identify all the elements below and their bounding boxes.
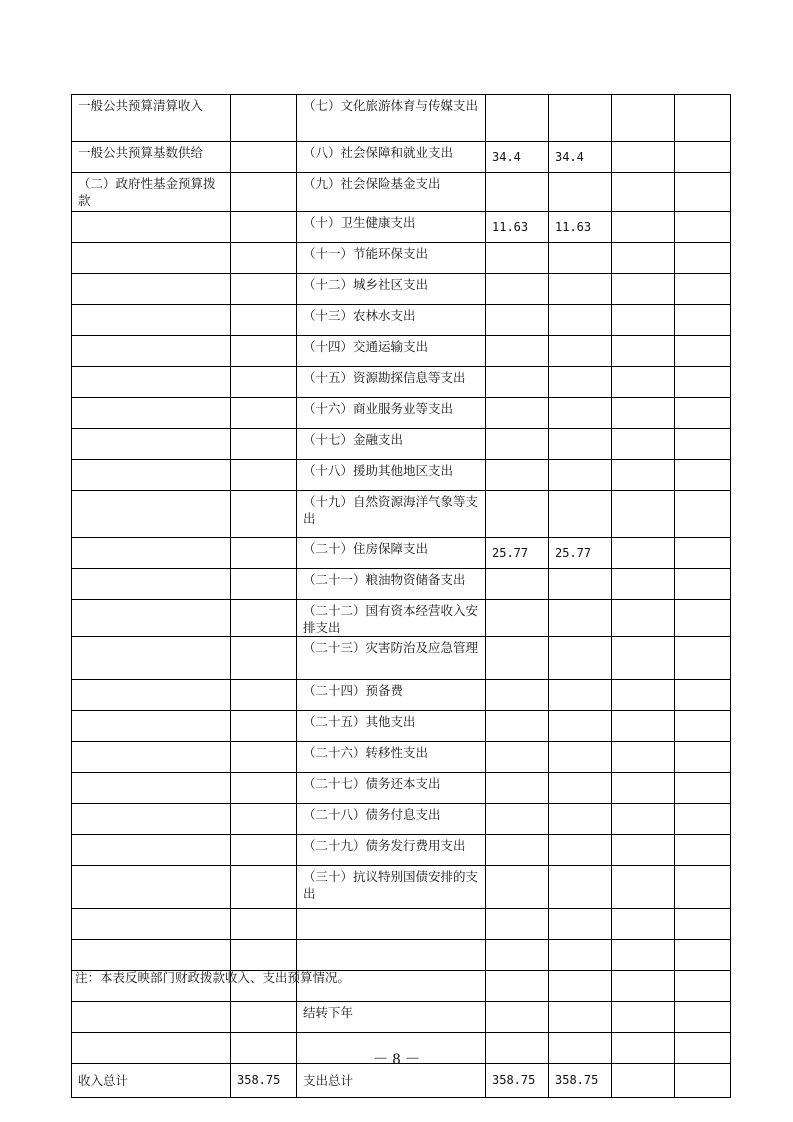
- amount-col-4-cell: [675, 909, 731, 940]
- income-item-cell: [72, 429, 231, 460]
- amount-col-4-cell: [675, 637, 731, 680]
- amount-col-3-cell: [612, 1002, 675, 1033]
- amount-col-4-cell: [675, 866, 731, 909]
- amount-col-4-cell: [675, 398, 731, 429]
- income-amount-cell: [231, 142, 297, 173]
- table-row: [72, 569, 731, 600]
- amount-col-2-cell: [549, 243, 612, 274]
- amount-col-2-cell: [549, 1002, 612, 1033]
- expense-item-cell: （十四）交通运输支出: [297, 336, 486, 367]
- amount-col-3-cell: [612, 367, 675, 398]
- income-amount-cell: [231, 336, 297, 367]
- income-amount-cell: [231, 866, 297, 909]
- income-amount-cell: [231, 367, 297, 398]
- income-item-cell: [72, 940, 231, 971]
- amount-col-1-cell: [486, 711, 549, 742]
- income-item-cell: [72, 212, 231, 243]
- amount-col-4-cell: [675, 367, 731, 398]
- amount-col-1-cell: [486, 971, 549, 1002]
- amount-col-1-cell: [486, 305, 549, 336]
- income-amount-cell: [231, 637, 297, 680]
- expense-item-cell: （三十）抗议特别国债安排的支出: [297, 866, 486, 909]
- amount-col-2-cell: [549, 460, 612, 491]
- amount-col-1-cell: [486, 569, 549, 600]
- amount-col-3-cell: [612, 538, 675, 569]
- table-row: [72, 95, 731, 142]
- expense-item-cell: （十）卫生健康支出: [297, 212, 486, 243]
- amount-col-2-cell: [549, 398, 612, 429]
- income-item-cell: [72, 367, 231, 398]
- amount-col-3-cell: [612, 212, 675, 243]
- expense-item-cell: （十九）自然资源海洋气象等支出: [297, 491, 486, 538]
- income-amount-cell: [231, 538, 297, 569]
- table-row: [72, 835, 731, 866]
- income-amount-cell: [231, 274, 297, 305]
- income-amount-cell: [231, 804, 297, 835]
- amount-col-2-cell: [549, 429, 612, 460]
- table-row: [72, 398, 731, 429]
- income-item-cell: [72, 742, 231, 773]
- expense-item-cell: （二十五）其他支出: [297, 711, 486, 742]
- table-row: [72, 538, 731, 569]
- table-row: [72, 742, 731, 773]
- expense-item-cell: （二十二）国有资本经营收入安排支出: [297, 600, 486, 637]
- income-item-cell: 一般公共预算基数供给: [72, 142, 231, 173]
- expense-item-cell: （十六）商业服务业等支出: [297, 398, 486, 429]
- expense-item-cell: （十八）援助其他地区支出: [297, 460, 486, 491]
- amount-col-1-cell: [486, 940, 549, 971]
- amount-col-1-cell: [486, 274, 549, 305]
- table-row: [72, 680, 731, 711]
- income-amount-cell: [231, 940, 297, 971]
- income-amount-cell: [231, 600, 297, 637]
- amount-col-4-cell: [675, 142, 731, 173]
- table-row: [72, 866, 731, 909]
- amount-col-2-cell: [549, 569, 612, 600]
- amount-col-3-cell: [612, 429, 675, 460]
- amount-col-2-cell: [549, 173, 612, 212]
- income-item-cell: [72, 305, 231, 336]
- amount-col-3-cell: [612, 460, 675, 491]
- income-item-cell: [72, 773, 231, 804]
- income-amount-cell: [231, 95, 297, 142]
- amount-col-2-cell: [549, 680, 612, 711]
- table-row: [72, 600, 731, 637]
- expense-item-cell: （二十七）债务还本支出: [297, 773, 486, 804]
- amount-col-1-cell: [486, 742, 549, 773]
- amount-col-3-cell: [612, 398, 675, 429]
- income-item-cell: （二）政府性基金预算拨款: [72, 173, 231, 212]
- amount-col-4-cell: [675, 95, 731, 142]
- amount-col-2-cell: [549, 491, 612, 538]
- table-row: [72, 460, 731, 491]
- budget-table: [71, 94, 731, 1098]
- income-amount-cell: [231, 835, 297, 866]
- income-item-cell: [72, 243, 231, 274]
- income-item-cell: [72, 491, 231, 538]
- amount-col-1-cell: [486, 600, 549, 637]
- income-item-cell: [72, 569, 231, 600]
- income-amount-cell: [231, 711, 297, 742]
- amount-col-4-cell: [675, 804, 731, 835]
- amount-col-3-cell: [612, 569, 675, 600]
- amount-col-1-cell: [486, 804, 549, 835]
- expense-item-cell: （二十）住房保障支出: [297, 538, 486, 569]
- table-row: [72, 367, 731, 398]
- amount-col-4-cell: [675, 600, 731, 637]
- amount-col-2-cell: [549, 909, 612, 940]
- table-row: [72, 711, 731, 742]
- amount-col-1-cell: [486, 367, 549, 398]
- expense-item-cell: （八）社会保障和就业支出: [297, 142, 486, 173]
- amount-col-4-cell: [675, 711, 731, 742]
- income-item-cell: 一般公共预算清算收入: [72, 95, 231, 142]
- amount-col-2-cell: [549, 637, 612, 680]
- amount-col-3-cell: [612, 95, 675, 142]
- total-income-label: 收入总计: [72, 1064, 231, 1098]
- income-amount-cell: [231, 243, 297, 274]
- amount-col-3-cell: [612, 274, 675, 305]
- income-item-cell: [72, 538, 231, 569]
- income-item-cell: [72, 866, 231, 909]
- amount-col-3-cell: [612, 940, 675, 971]
- amount-col-1-cell: [486, 866, 549, 909]
- amount-col-4-cell: [675, 274, 731, 305]
- amount-col-4-cell: [675, 460, 731, 491]
- amount-col-2-cell: 11.63: [549, 212, 612, 243]
- page-number: － 8 －: [372, 1051, 421, 1068]
- expense-item-cell: [297, 909, 486, 940]
- amount-col-1-cell: 11.63: [486, 212, 549, 243]
- table-row: [72, 305, 731, 336]
- amount-col-2-cell: 25.77: [549, 538, 612, 569]
- amount-col-1-cell: [486, 637, 549, 680]
- amount-col-4-cell: [675, 773, 731, 804]
- amount-col-3-cell: [612, 142, 675, 173]
- amount-col-2-cell: [549, 866, 612, 909]
- income-item-cell: [72, 1002, 231, 1033]
- amount-col-2-cell: [549, 835, 612, 866]
- amount-col-3-cell: [612, 491, 675, 538]
- amount-col-2-cell: [549, 773, 612, 804]
- amount-col-2-cell: [549, 95, 612, 142]
- expense-item-cell: （十七）金融支出: [297, 429, 486, 460]
- table-row: [72, 336, 731, 367]
- amount-col-3-cell: [612, 804, 675, 835]
- amount-col-4-cell: [675, 971, 731, 1002]
- amount-col-1-cell: [486, 680, 549, 711]
- amount-col-2-cell: [549, 804, 612, 835]
- amount-col-2-cell: [549, 940, 612, 971]
- amount-col-4-cell: [675, 491, 731, 538]
- amount-col-1-cell: [486, 336, 549, 367]
- table-row: [72, 940, 731, 971]
- expense-item-cell: （二十三）灾害防治及应急管理: [297, 637, 486, 680]
- table-row: [72, 491, 731, 538]
- table-note: 注：本表反映部门财政拨款收入、支出预算情况。: [75, 970, 351, 985]
- income-item-cell: [72, 398, 231, 429]
- amount-col-3-cell: [612, 637, 675, 680]
- income-amount-cell: [231, 909, 297, 940]
- amount-col-3-cell: [612, 866, 675, 909]
- income-item-cell: [72, 600, 231, 637]
- amount-col-3-cell: [612, 711, 675, 742]
- amount-col-3-cell: [612, 971, 675, 1002]
- expense-item-cell: （十一）节能环保支出: [297, 243, 486, 274]
- amount-col-2-cell: [549, 274, 612, 305]
- amount-col-3-cell: [612, 909, 675, 940]
- income-item-cell: [72, 835, 231, 866]
- amount-col-1-cell: [486, 429, 549, 460]
- amount-col-3-cell: [612, 773, 675, 804]
- amount-col-4-cell: [675, 940, 731, 971]
- amount-col-2-cell: [549, 367, 612, 398]
- table-row: [72, 773, 731, 804]
- total-income-amount: 358.75: [231, 1064, 297, 1098]
- amount-col-4-cell: [675, 835, 731, 866]
- expense-item-cell: 结转下年: [297, 1002, 486, 1033]
- income-amount-cell: [231, 1002, 297, 1033]
- expense-item-cell: （十五）资源勘探信息等支出: [297, 367, 486, 398]
- income-amount-cell: [231, 305, 297, 336]
- income-item-cell: [72, 804, 231, 835]
- total-expense-label: 支出总计: [297, 1064, 486, 1098]
- amount-col-3-cell: [612, 742, 675, 773]
- expense-item-cell: （九）社会保险基金支出: [297, 173, 486, 212]
- amount-col-3-cell: [612, 680, 675, 711]
- income-item-cell: [72, 680, 231, 711]
- expense-item-cell: （十三）农林水支出: [297, 305, 486, 336]
- expense-item-cell: （二十六）转移性支出: [297, 742, 486, 773]
- income-amount-cell: [231, 680, 297, 711]
- table-row: [72, 909, 731, 940]
- amount-col-2-cell: [549, 711, 612, 742]
- expense-item-cell: （十二）城乡社区支出: [297, 274, 486, 305]
- amount-col-1-cell: [486, 835, 549, 866]
- income-amount-cell: [231, 429, 297, 460]
- amount-col-1-cell: 25.77: [486, 538, 549, 569]
- amount-col-4-cell: [675, 569, 731, 600]
- income-item-cell: [72, 274, 231, 305]
- income-amount-cell: [231, 212, 297, 243]
- amount-col-1-cell: [486, 173, 549, 212]
- amount-col-3-cell: [612, 835, 675, 866]
- amount-col-4-cell: [675, 305, 731, 336]
- income-amount-cell: [231, 491, 297, 538]
- table-row: [72, 1002, 731, 1033]
- amount-col-1-cell: [486, 243, 549, 274]
- amount-col-4-cell: [675, 336, 731, 367]
- amount-col-2-cell: [549, 600, 612, 637]
- amount-col-4-cell: [675, 680, 731, 711]
- amount-col-2-cell: [549, 336, 612, 367]
- income-item-cell: [72, 460, 231, 491]
- expense-item-cell: （二十八）债务付息支出: [297, 804, 486, 835]
- amount-col-4-cell: [675, 1002, 731, 1033]
- expense-item-cell: [297, 940, 486, 971]
- amount-col-1-cell: [486, 1002, 549, 1033]
- amount-col-4-cell: [675, 243, 731, 274]
- income-amount-cell: [231, 773, 297, 804]
- amount-col-2-cell: 34.4: [549, 142, 612, 173]
- income-item-cell: [72, 336, 231, 367]
- income-item-cell: [72, 637, 231, 680]
- income-amount-cell: [231, 398, 297, 429]
- amount-col-3-cell: [612, 173, 675, 212]
- amount-col-2-cell: [549, 742, 612, 773]
- income-item-cell: [72, 711, 231, 742]
- amount-col-4-cell: [675, 429, 731, 460]
- total-col-2: 358.75: [549, 1064, 612, 1098]
- amount-col-4-cell: [675, 212, 731, 243]
- expense-item-cell: （二十九）债务发行费用支出: [297, 835, 486, 866]
- amount-col-1-cell: 34.4: [486, 142, 549, 173]
- table-row: [72, 173, 731, 212]
- table-row: [72, 212, 731, 243]
- amount-col-4-cell: [675, 173, 731, 212]
- table-row: [72, 804, 731, 835]
- income-item-cell: [72, 909, 231, 940]
- total-col-1: 358.75: [486, 1064, 549, 1098]
- amount-col-3-cell: [612, 600, 675, 637]
- income-amount-cell: [231, 173, 297, 212]
- table-row: [72, 274, 731, 305]
- income-amount-cell: [231, 742, 297, 773]
- table-row: [72, 142, 731, 173]
- amount-col-1-cell: [486, 909, 549, 940]
- amount-col-3-cell: [612, 243, 675, 274]
- amount-col-2-cell: [549, 305, 612, 336]
- amount-col-1-cell: [486, 491, 549, 538]
- amount-col-4-cell: [675, 538, 731, 569]
- amount-col-1-cell: [486, 773, 549, 804]
- income-amount-cell: [231, 569, 297, 600]
- amount-col-1-cell: [486, 95, 549, 142]
- expense-item-cell: （七）文化旅游体育与传媒支出: [297, 95, 486, 142]
- amount-col-3-cell: [612, 336, 675, 367]
- table-row: [72, 637, 731, 680]
- table-row: [72, 429, 731, 460]
- expense-item-cell: （二十四）预备费: [297, 680, 486, 711]
- income-amount-cell: [231, 460, 297, 491]
- amount-col-2-cell: [549, 971, 612, 1002]
- table-row: [72, 243, 731, 274]
- amount-col-1-cell: [486, 460, 549, 491]
- amount-col-1-cell: [486, 398, 549, 429]
- amount-col-3-cell: [612, 305, 675, 336]
- expense-item-cell: （二十一）粮油物资储备支出: [297, 569, 486, 600]
- amount-col-4-cell: [675, 742, 731, 773]
